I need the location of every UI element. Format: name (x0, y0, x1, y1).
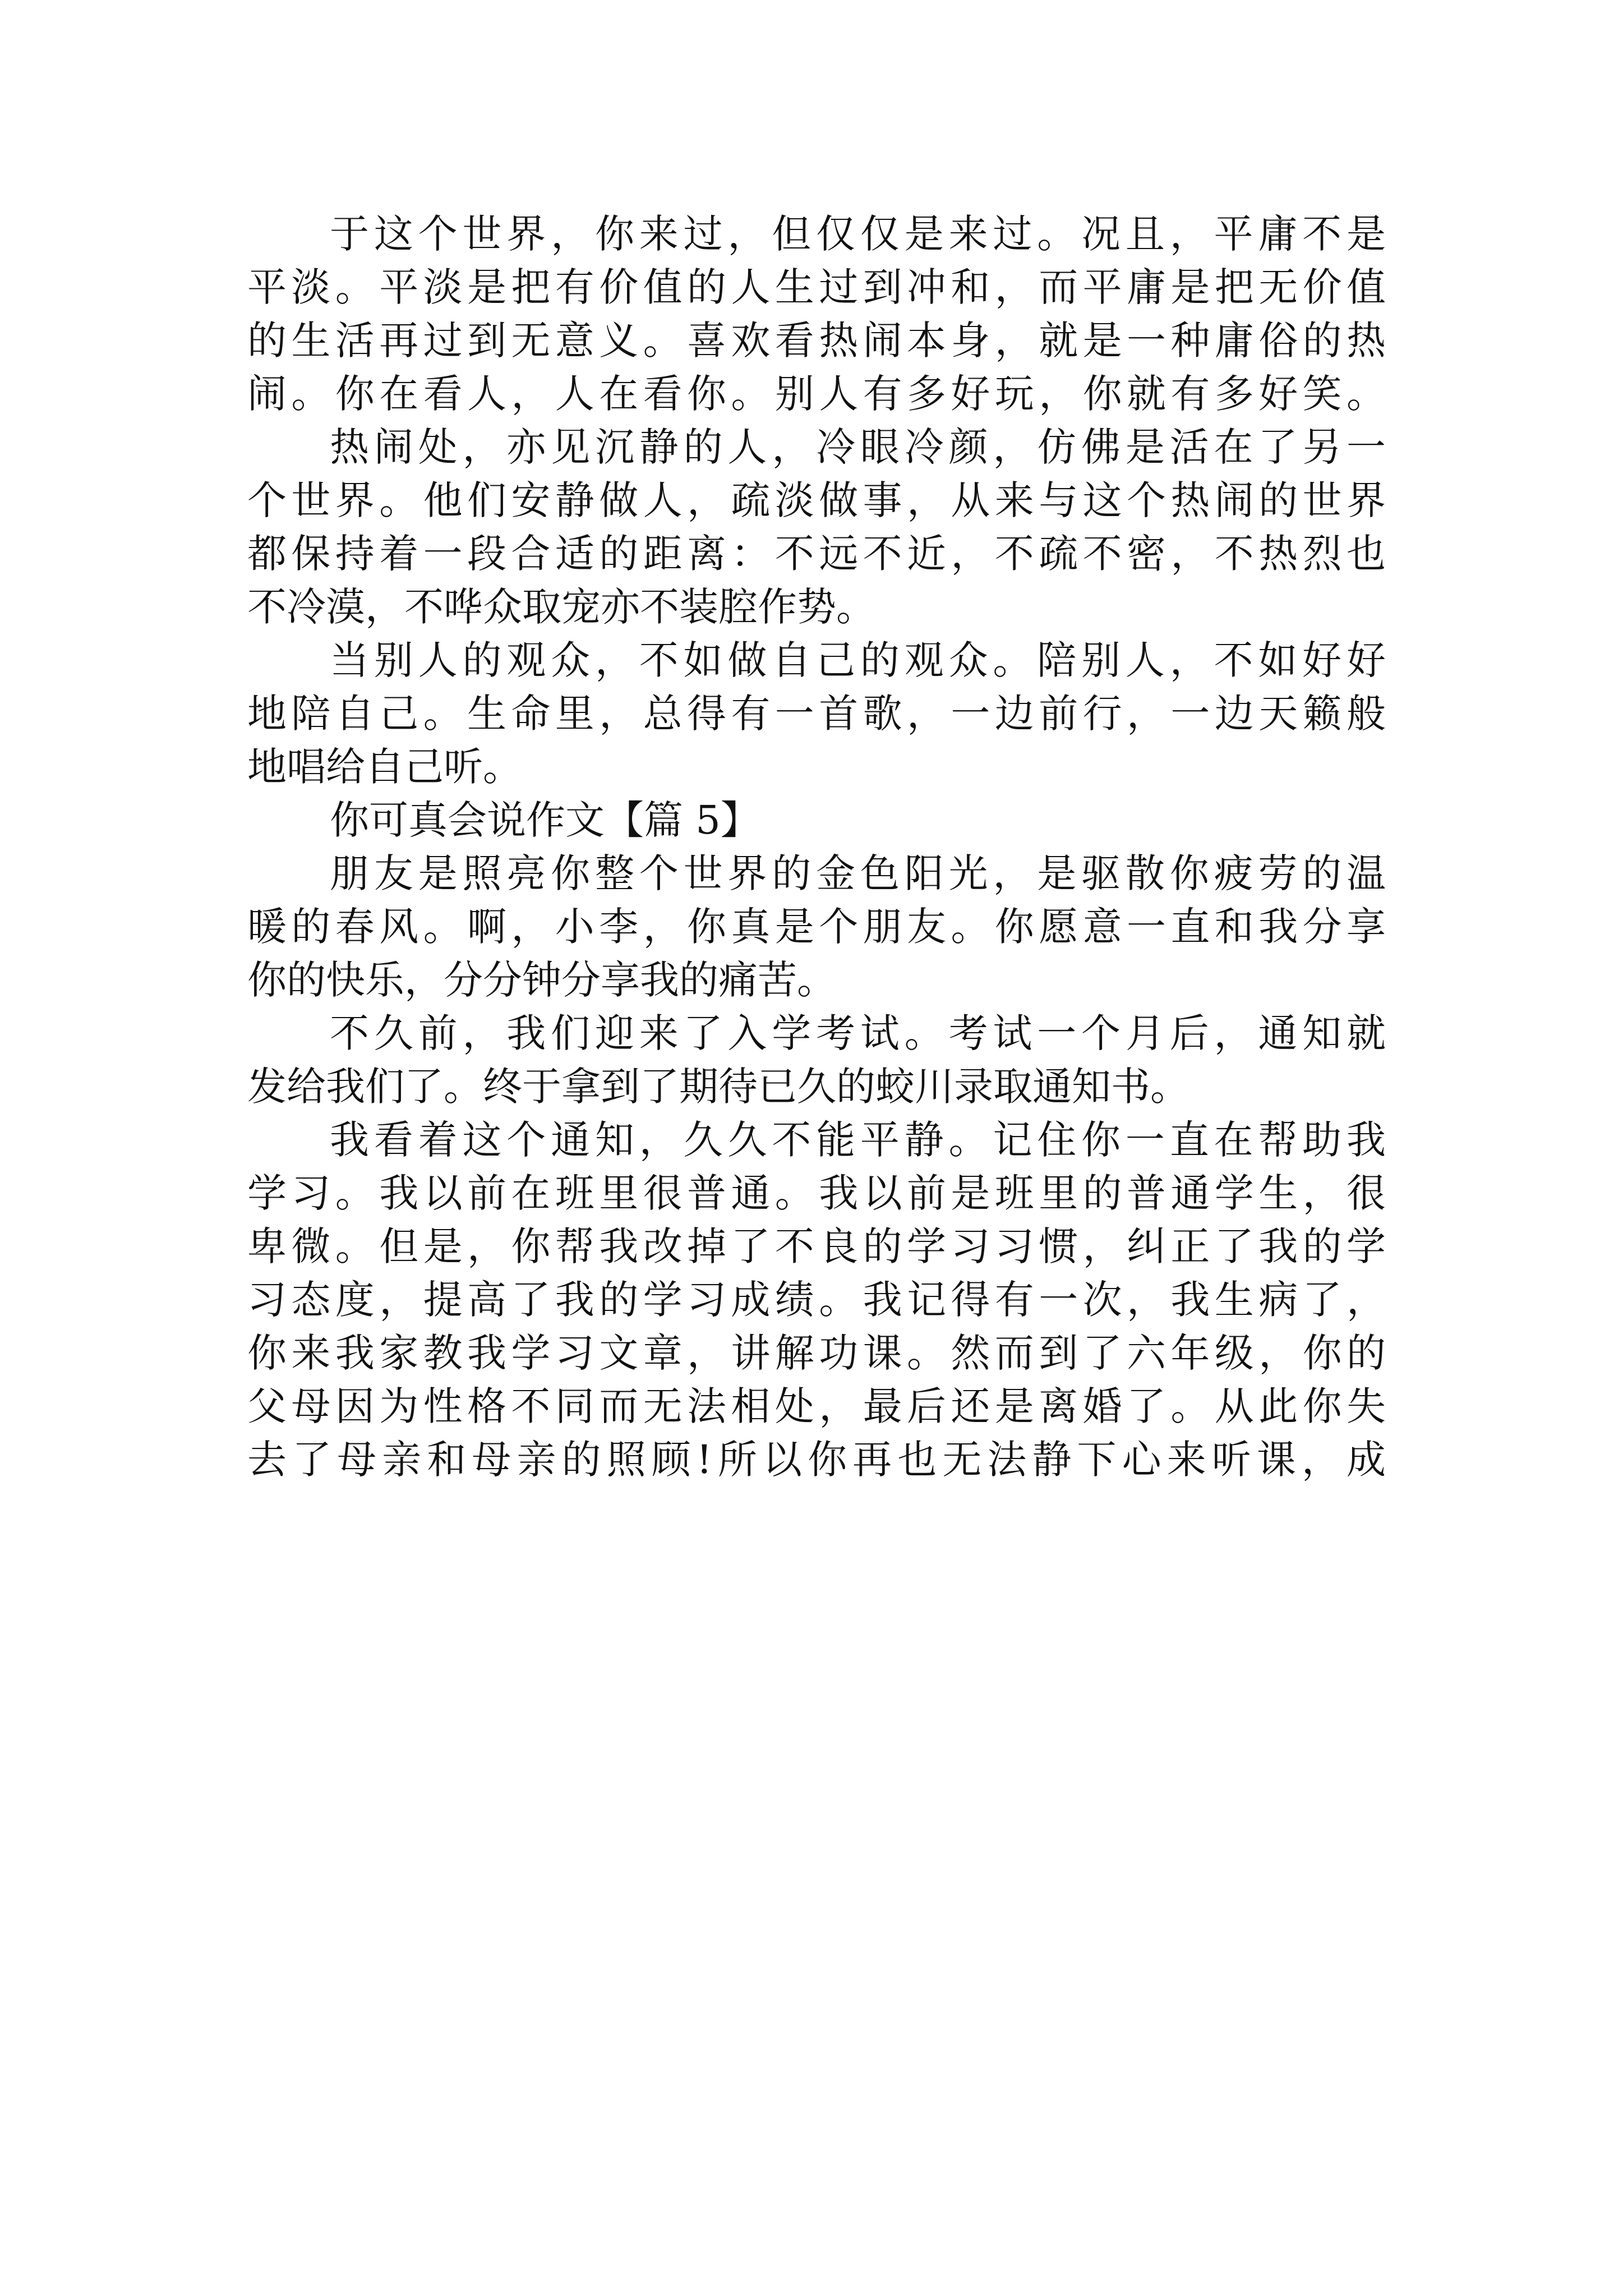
text-line: 于这个世界，你来过，但仅仅是来过。况且，平庸不是 (330, 211, 1386, 257)
paragraph-1 (247, 208, 1386, 421)
paragraph-2 (247, 421, 1386, 634)
text-line: 热闹处，亦见沉静的人，冷眼冷颜，仿佛是活在了另一 (330, 424, 1386, 470)
paragraph-3 (247, 634, 1386, 794)
text-line: 卑微。但是，你帮我改掉了不良的学习习惯，纠正了我的学 (247, 1223, 1386, 1269)
text-line: 闹。你在看人，人在看你。别人有多好玩，你就有多好笑。 (247, 371, 1386, 417)
section-heading (247, 794, 1386, 847)
text-line: 的生活再过到无意义。喜欢看热闹本身，就是一种庸俗的热 (247, 318, 1386, 364)
text-line: 学习。我以前在班里很普通。我以前是班里的普通学生，很 (247, 1170, 1386, 1216)
paragraph-5 (247, 1007, 1386, 1114)
text-line: 你来我家教我学习文章，讲解功课。然而到了六年级，你的 (247, 1330, 1386, 1376)
text-line: 地陪自己。生命里，总得有一首歌，一边前行，一边天籁般 (247, 691, 1386, 737)
text-line: 暖的春风。啊，小李，你真是个朋友。你愿意一直和我分享 (247, 904, 1386, 950)
text-line: 我看着这个通知，久久不能平静。记住你一直在帮助我 (330, 1117, 1386, 1163)
text-line: 朋友是照亮你整个世界的金色阳光，是驱散你疲劳的温 (330, 850, 1386, 896)
paragraph-4 (247, 847, 1386, 1007)
text-line: 习态度，提高了我的学习成绩。我记得有一次，我生病了， (247, 1277, 1386, 1323)
text-line: 地唱给自己听。 (247, 744, 522, 790)
text-line: 都保持着一段合适的距离：不远不近，不疏不密，不热烈也 (247, 531, 1386, 577)
text-line: 父母因为性格不同而无法相处，最后还是离婚了。从此你失 (247, 1383, 1386, 1429)
text-line: 发给我们了。终于拿到了期待已久的蛟川录取通知书。 (247, 1064, 1189, 1110)
text-line: 不久前，我们迎来了入学考试。考试一个月后，通知就 (330, 1010, 1386, 1056)
text-line: 个世界。他们安静做人，疏淡做事，从来与这个热闹的世界 (247, 477, 1386, 523)
text-line: 不冷漠，不哗众取宠亦不装腔作势。 (247, 584, 875, 630)
paragraph-6 (247, 1114, 1386, 1487)
heading-text: 你可真会说作文【篇 5】 (330, 797, 760, 843)
text-line: 你的快乐，分分钟分享我的痛苦。 (247, 957, 836, 1003)
text-line: 平淡。平淡是把有价值的人生过到冲和，而平庸是把无价值 (247, 264, 1386, 310)
text-line: 当别人的观众，不如做自己的观众。陪别人，不如好好 (330, 637, 1386, 683)
text-line: 去了母亲和母亲的照顾!所以你再也无法静下心来听课，成 (247, 1437, 1386, 1483)
document-body (247, 208, 1386, 1487)
